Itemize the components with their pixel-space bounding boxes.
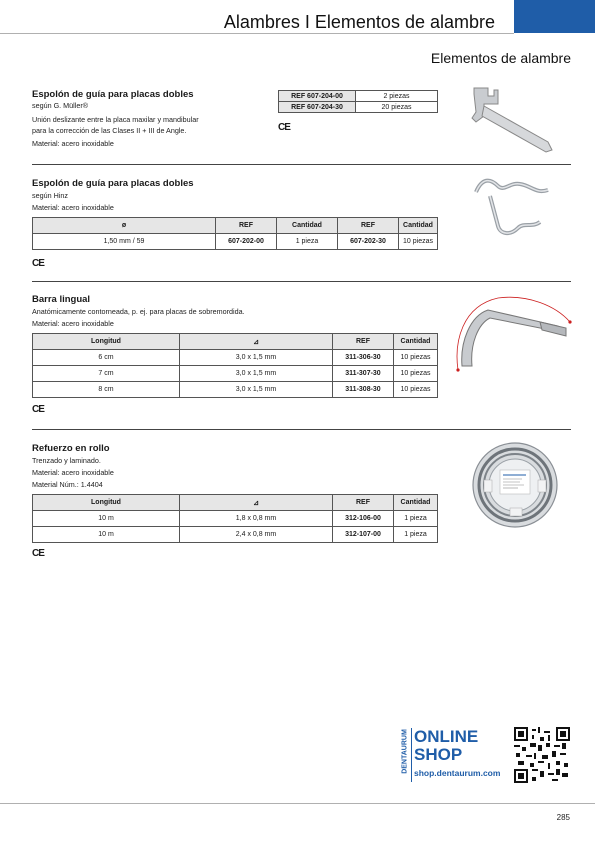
ce-mark: CE	[278, 122, 290, 133]
table-cell: 3,0 x 1,5 mm	[180, 366, 333, 382]
header-accent-tab	[514, 0, 595, 33]
footer-divider	[0, 803, 595, 804]
section-divider	[32, 429, 571, 430]
table-cell: 607-202-30	[338, 234, 399, 250]
s4-material-num: Material Núm.: 1.4404	[32, 480, 103, 489]
col-header: Cantidad	[277, 218, 338, 234]
s1-material: Material: acero inoxidable	[32, 139, 114, 148]
section-divider	[32, 281, 571, 282]
col-header: REF	[216, 218, 277, 234]
page-title: Alambres I Elementos de alambre	[223, 12, 495, 32]
table-row	[279, 102, 438, 113]
s1-title: Espolón de guía para placas dobles	[32, 89, 194, 100]
table-header-row	[33, 495, 438, 511]
col-header: ⊿	[180, 334, 333, 350]
table-cell: 1 pieza	[394, 511, 438, 527]
brand-vertical	[399, 726, 410, 782]
col-header: REF	[333, 495, 394, 511]
section-heading: Elementos de alambre	[430, 50, 571, 66]
table-row	[33, 527, 438, 543]
col-header: REF	[333, 334, 394, 350]
table-cell: 3,0 x 1,5 mm	[180, 382, 333, 398]
table-cell: 10 piezas	[399, 234, 438, 250]
s1-table	[278, 90, 438, 113]
s1-desc1: Unión deslizante entre la placa maxilar y mandibular	[32, 115, 199, 124]
ref-cell: REF 607-204-00	[279, 91, 356, 102]
shop-url-link[interactable]: shop.dentaurum.com	[414, 768, 501, 778]
table-cell: 312-107-00	[333, 527, 394, 543]
s3-material: Material: acero inoxidable	[32, 319, 114, 328]
table-header-row	[33, 334, 438, 350]
s4-material: Material: acero inoxidable	[32, 468, 114, 477]
col-header: Cantidad	[394, 495, 438, 511]
table-row	[33, 234, 438, 250]
table-row	[33, 511, 438, 527]
table-header-row	[33, 218, 438, 234]
s2-table	[32, 217, 438, 250]
table-cell: 311-308-30	[333, 382, 394, 398]
table-cell: 1 pieza	[277, 234, 338, 250]
brand-label: DENTAURUM	[401, 729, 409, 774]
table-cell: 7 cm	[33, 366, 180, 382]
ce-mark: CE	[32, 548, 44, 559]
table-cell: 10 piezas	[394, 366, 438, 382]
table-cell: 10 piezas	[394, 350, 438, 366]
s4-table	[32, 494, 438, 543]
col-header: Cantidad	[399, 218, 438, 234]
table-cell: 1,8 x 0,8 mm	[180, 511, 333, 527]
table-cell: 8 cm	[33, 382, 180, 398]
s2-title: Espolón de guía para placas dobles	[32, 178, 194, 189]
s2-material: Material: acero inoxidable	[32, 203, 114, 212]
shop-divider	[411, 728, 412, 782]
col-header: Longitud	[33, 495, 180, 511]
table-cell: 312-106-00	[333, 511, 394, 527]
table-cell: 6 cm	[33, 350, 180, 366]
s3-title: Barra lingual	[32, 294, 91, 305]
ref-cell: REF 607-204-30	[279, 102, 356, 113]
s3-desc: Anatómicamente contorneada, p. ej. para placas de sobremordida.	[32, 307, 245, 316]
ce-mark: CE	[32, 258, 44, 269]
table-row	[33, 382, 438, 398]
lingual-bar-image	[448, 292, 576, 376]
col-header: Longitud	[33, 334, 180, 350]
table-cell: 2,4 x 0,8 mm	[180, 527, 333, 543]
col-header: ⊿	[180, 495, 333, 511]
table-cell: 10 m	[33, 527, 180, 543]
guide-spur-hinz-image	[470, 172, 554, 242]
table-cell: 1 pieza	[394, 527, 438, 543]
table-cell: 10 m	[33, 511, 180, 527]
table-cell: 311-307-30	[333, 366, 394, 382]
qr-code-icon[interactable]	[514, 727, 570, 783]
table-cell: 311-306-30	[333, 350, 394, 366]
header-divider	[0, 33, 514, 34]
page-number: 285	[556, 813, 570, 822]
s1-desc2: para la corrección de las Clases II + III de Angle.	[32, 126, 187, 135]
table-cell: 3,0 x 1,5 mm	[180, 350, 333, 366]
section-divider	[32, 164, 571, 165]
shop-line2: SHOP	[414, 745, 463, 764]
s1-author: según G. Müller®	[32, 101, 89, 110]
guide-spur-muller-image	[462, 84, 562, 156]
qty-cell: 20 piezas	[356, 102, 438, 113]
col-header: Cantidad	[394, 334, 438, 350]
table-row	[279, 91, 438, 102]
s3-table	[32, 333, 438, 398]
qty-cell: 2 piezas	[356, 91, 438, 102]
col-header: ø	[33, 218, 216, 234]
s4-title: Refuerzo en rollo	[32, 443, 110, 454]
table-cell: 10 piezas	[394, 382, 438, 398]
table-row	[33, 366, 438, 382]
s4-desc: Trenzado y laminado.	[32, 456, 101, 465]
table-cell: 607-202-00	[216, 234, 277, 250]
wire-coil-image	[470, 440, 560, 530]
table-row	[33, 350, 438, 366]
ce-mark: CE	[32, 404, 44, 415]
table-cell: 1,50 mm / 59	[33, 234, 216, 250]
shop-line1: ONLINE	[414, 727, 479, 746]
s2-author: según Hinz	[32, 191, 68, 200]
col-header: REF	[338, 218, 399, 234]
